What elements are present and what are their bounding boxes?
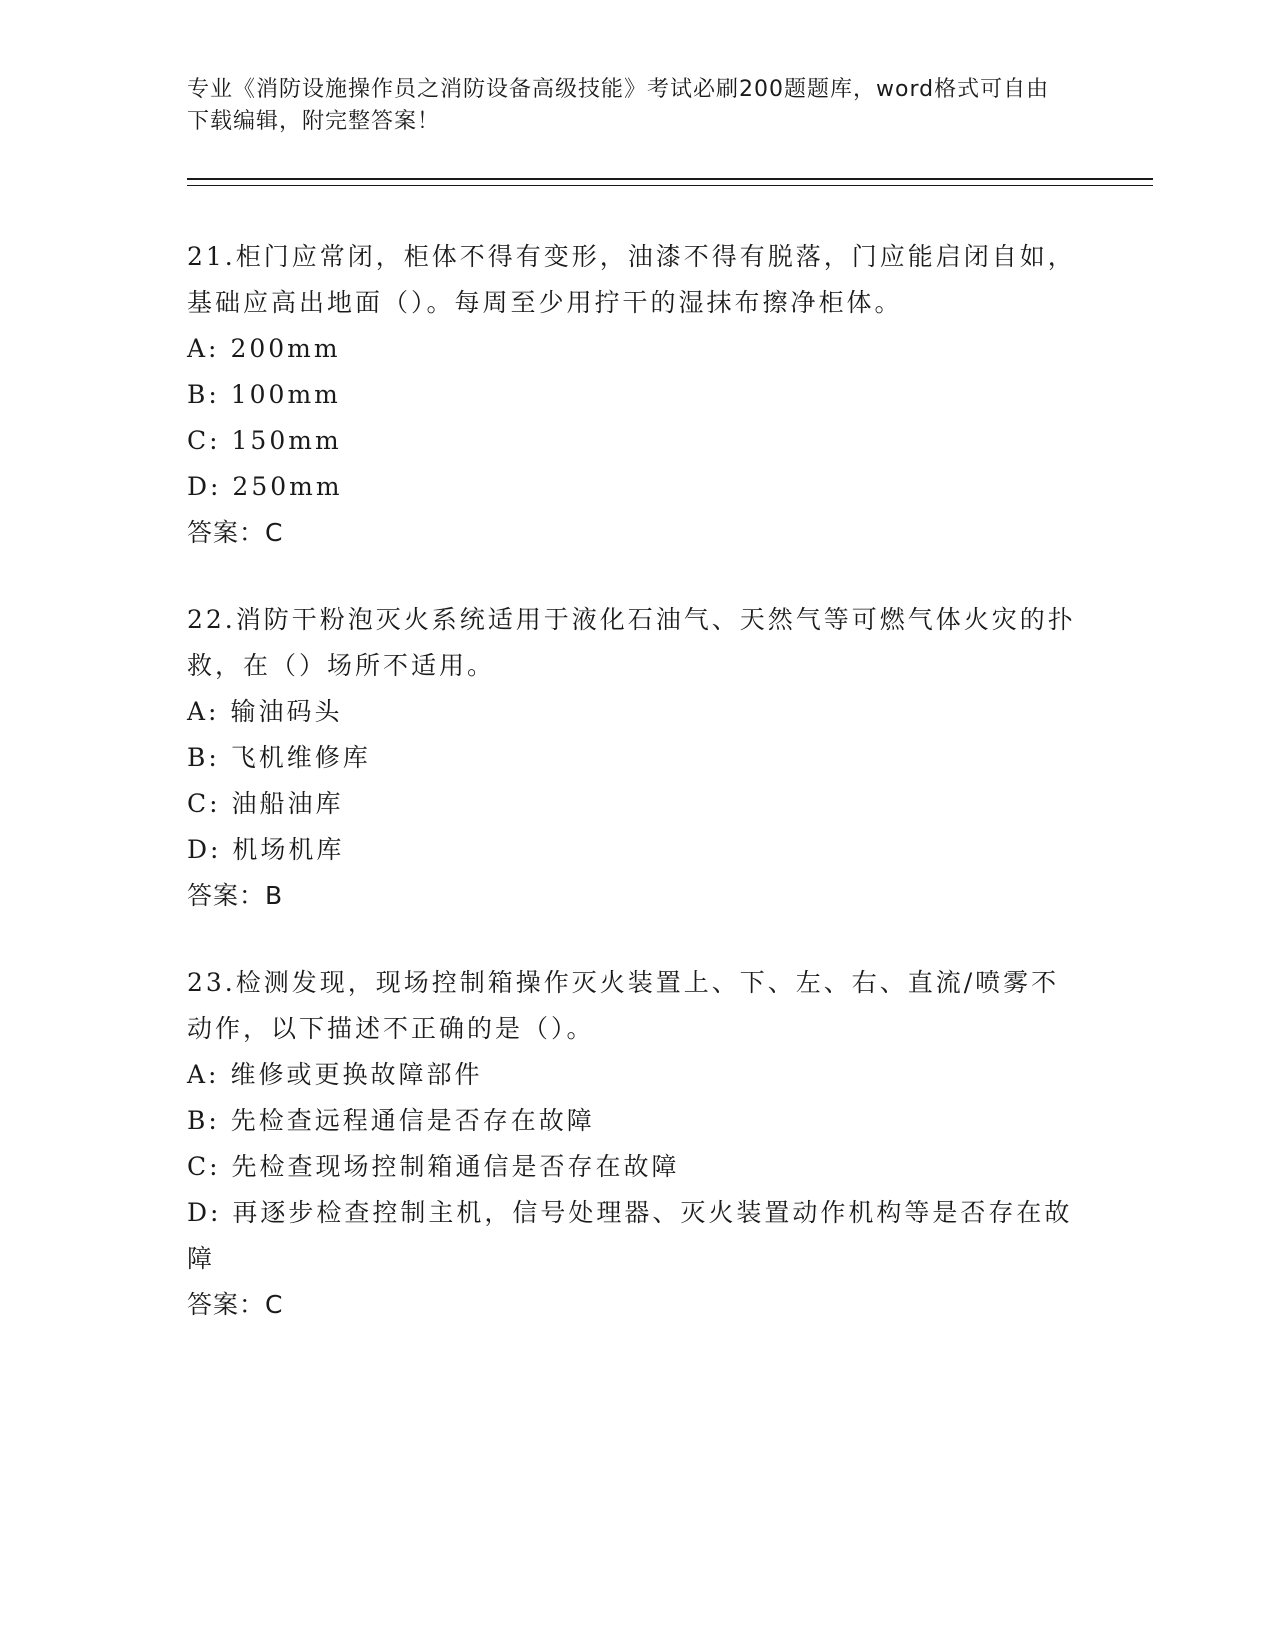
answer-line: 答案：C xyxy=(187,518,284,547)
option-d xyxy=(187,464,1077,510)
option-c xyxy=(187,781,1077,827)
option-d xyxy=(187,827,1077,873)
option-letter: A: xyxy=(187,334,220,363)
option-text: 150mm xyxy=(231,426,342,455)
option-text: 再逐步检查控制主机，信号处理器、灭火装置动作机构等是否存在故障 xyxy=(187,1198,1073,1273)
option-text: 飞机维修库 xyxy=(230,743,371,772)
option-b xyxy=(187,372,1077,418)
option-b xyxy=(187,1098,1077,1144)
option-text: 100mm xyxy=(230,380,341,409)
option-text: 输油码头 xyxy=(230,697,343,726)
option-letter: B: xyxy=(187,743,220,772)
option-letter: A: xyxy=(187,697,220,726)
option-a xyxy=(187,326,1077,372)
question-23 xyxy=(187,960,1077,1328)
option-letter: A: xyxy=(187,1060,220,1089)
option-letter: C: xyxy=(187,1152,221,1181)
option-text: 200mm xyxy=(230,334,341,363)
option-text: 油船油库 xyxy=(231,789,344,818)
option-text: 先检查远程通信是否存在故障 xyxy=(230,1106,595,1135)
option-b xyxy=(187,735,1077,781)
option-letter: D: xyxy=(187,1198,222,1227)
option-c xyxy=(187,1144,1077,1190)
question-21 xyxy=(187,234,1077,556)
option-letter: C: xyxy=(187,789,221,818)
option-letter: D: xyxy=(187,472,222,501)
question-22 xyxy=(187,597,1077,919)
option-d xyxy=(187,1190,1077,1282)
question-stem: 23.检测发现，现场控制箱操作灭火装置上、下、左、右、直流/喷雾不动作，以下描述不正确的是（）。 xyxy=(187,968,1060,1043)
answer-line: 答案：C xyxy=(187,1290,284,1319)
option-a xyxy=(187,1052,1077,1098)
option-text: 250mm xyxy=(232,472,343,501)
option-text: 维修或更换故障部件 xyxy=(230,1060,483,1089)
option-letter: B: xyxy=(187,380,220,409)
option-letter: C: xyxy=(187,426,221,455)
option-text: 先检查现场控制箱通信是否存在故障 xyxy=(231,1152,680,1181)
option-letter: B: xyxy=(187,1106,220,1135)
answer-line: 答案：B xyxy=(187,881,284,910)
option-text: 机场机库 xyxy=(232,835,345,864)
option-letter: D: xyxy=(187,835,222,864)
question-stem: 21.柜门应常闭，柜体不得有变形，油漆不得有脱落，门应能启闭自如，基础应高出地面（）。每周至少用拧干的湿抹布擦净柜体。 xyxy=(187,242,1076,317)
option-c xyxy=(187,418,1077,464)
option-a xyxy=(187,689,1077,735)
document-header: 专业《消防设施操作员之消防设备高级技能》考试必刷200题题库，word格式可自由下载编辑，附完整答案！ xyxy=(187,77,1050,134)
header-divider xyxy=(187,178,1153,186)
question-stem: 22.消防干粉泡灭火系统适用于液化石油气、天然气等可燃气体火灾的扑救，在（）场所不适用。 xyxy=(187,605,1076,680)
